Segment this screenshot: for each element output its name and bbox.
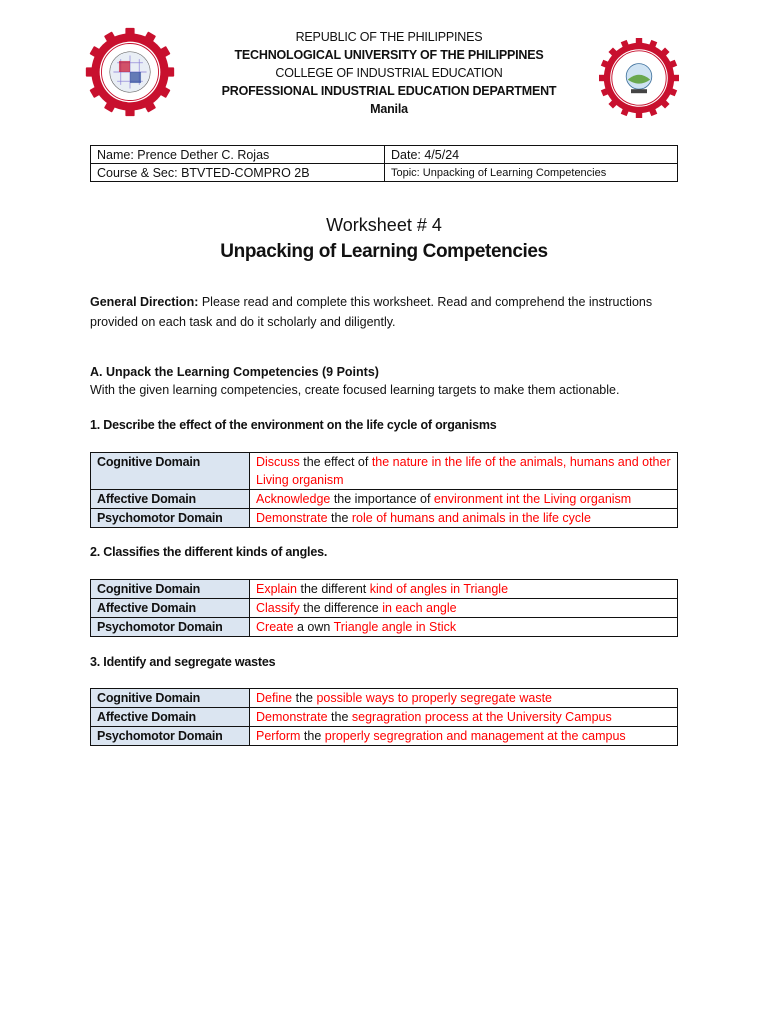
target-content: role of humans and animals in the life cycle [351, 511, 591, 525]
target-connector: the different [297, 582, 370, 596]
target-connector: the [300, 729, 325, 743]
table-row [91, 618, 678, 637]
question-2-title: 2. Classifies the different kinds of angles. [90, 545, 328, 559]
student-info-table [90, 145, 678, 182]
question-1-title: 1. Describe the effect of the environment on the life cycle of organisms [90, 418, 497, 432]
course-section: Course & Sec: BTVTED-COMPRO 2B [91, 164, 385, 182]
table-row [91, 599, 678, 618]
learning-target [250, 689, 678, 708]
header-college: COLLEGE OF INDUSTRIAL EDUCATION [275, 66, 503, 80]
learning-target [250, 490, 678, 509]
section-a-heading: A. Unpack the Learning Competencies (9 Points) [90, 365, 379, 379]
target-verb: Discuss [256, 455, 300, 469]
table-row [91, 580, 678, 599]
learning-target [250, 580, 678, 599]
general-direction [90, 292, 680, 332]
target-verb: Create [256, 620, 294, 634]
table-row [91, 727, 678, 746]
target-content: the nature in the life of the animals, humans and other Living organism [256, 455, 671, 487]
table-row [91, 490, 678, 509]
domain-label: Affective Domain [91, 599, 250, 618]
target-verb: Explain [256, 582, 297, 596]
target-verb: Define [256, 691, 293, 705]
target-content: Triangle angle in Stick [333, 620, 457, 634]
domain-label: Affective Domain [91, 490, 250, 509]
domain-label: Psychomotor Domain [91, 509, 250, 528]
target-content: kind of angles in Triangle [369, 582, 509, 596]
target-verb: Classify [256, 601, 300, 615]
domain-label: Affective Domain [91, 708, 250, 727]
domain-label: Cognitive Domain [91, 689, 250, 708]
target-connector: the difference [299, 601, 383, 615]
college-seal-icon [599, 38, 679, 118]
table-row [91, 708, 678, 727]
target-connector: a own [293, 620, 334, 634]
target-verb: Demonstrate [256, 710, 328, 724]
header-city: Manila [370, 102, 408, 116]
target-connector: the effect of [299, 455, 372, 469]
question-1-domain-table [90, 452, 678, 528]
header-department: PROFESSIONAL INDUSTRIAL EDUCATION DEPARTMENT [221, 84, 557, 98]
learning-target [250, 509, 678, 528]
learning-target [250, 453, 678, 490]
direction-label: General Direction: [90, 295, 199, 309]
topic: Topic: Unpacking of Learning Competencies [385, 164, 678, 182]
target-verb: Perform [256, 729, 301, 743]
domain-label: Cognitive Domain [91, 453, 250, 490]
target-content: segragration process at the University Campus [351, 710, 612, 724]
learning-target [250, 618, 678, 637]
question-2-domain-table [90, 579, 678, 637]
student-name: Name: Prence Dether C. Rojas [91, 146, 385, 164]
table-row [91, 689, 678, 708]
table-row [91, 453, 678, 490]
learning-target [250, 727, 678, 746]
question-3-title: 3. Identify and segregate wastes [90, 655, 276, 669]
domain-label: Psychomotor Domain [91, 618, 250, 637]
learning-target [250, 599, 678, 618]
section-a-instructions: With the given learning competencies, create focused learning targets to make them actionable. [90, 383, 620, 397]
question-3-domain-table [90, 688, 678, 746]
target-content: environment int the Living organism [433, 492, 632, 506]
worksheet-title: Unpacking of Learning Competencies [220, 241, 548, 262]
university-gear-seal-icon [84, 26, 176, 118]
direction-text: Please read and complete this worksheet. Read and comprehend the instructions provided on each task and do it scholarly and diligently. [90, 295, 653, 329]
institution-header [180, 28, 598, 118]
header-university: TECHNOLOGICAL UNIVERSITY OF THE PHILIPPINES [234, 48, 544, 62]
target-verb: Acknowledge [256, 492, 331, 506]
domain-label: Cognitive Domain [91, 580, 250, 599]
section-a [90, 363, 690, 399]
table-row [91, 509, 678, 528]
target-connector: the [327, 710, 352, 724]
target-connector: the [327, 511, 352, 525]
target-content: possible ways to properly segregate waste [316, 691, 553, 705]
submission-date: Date: 4/5/24 [385, 146, 678, 164]
worksheet-number: Worksheet # 4 [326, 215, 442, 235]
target-connector: the [292, 691, 317, 705]
target-verb: Demonstrate [256, 511, 328, 525]
domain-label: Psychomotor Domain [91, 727, 250, 746]
target-content: properly segregration and management at the campus [324, 729, 626, 743]
learning-target [250, 708, 678, 727]
target-connector: the importance of [330, 492, 434, 506]
header-republic: REPUBLIC OF THE PHILIPPINES [295, 30, 483, 44]
target-content: in each angle [382, 601, 457, 615]
